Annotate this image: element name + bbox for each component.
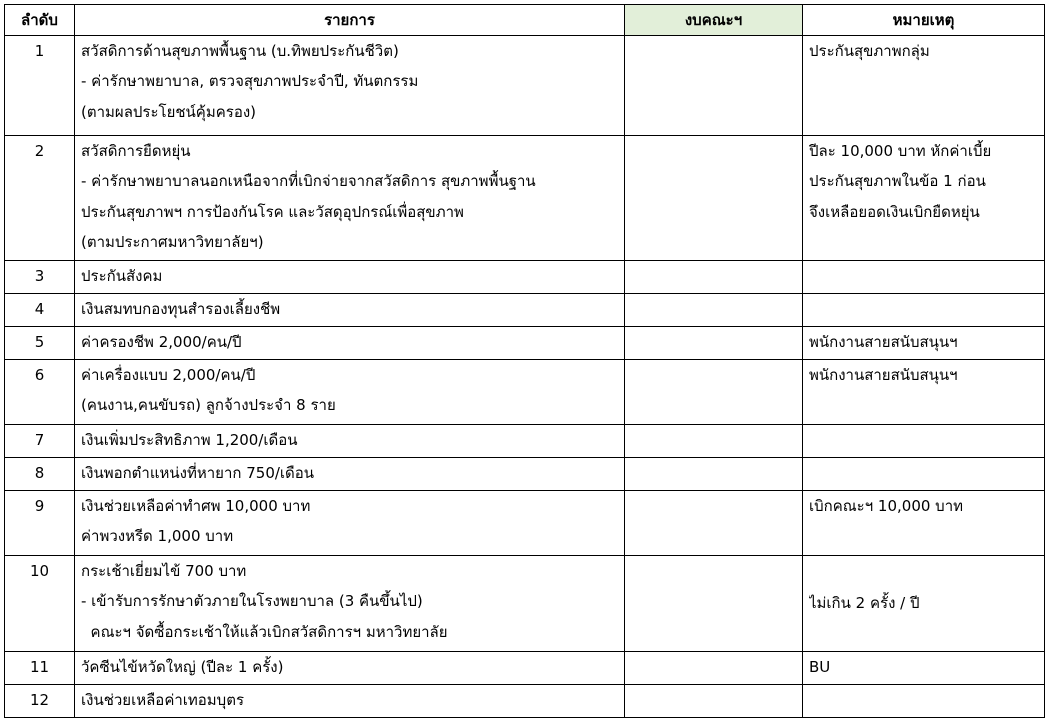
remark-line: เบิกคณะฯ 10,000 บาท bbox=[809, 497, 964, 515]
row-remark bbox=[803, 327, 1045, 360]
remark-line: พนักงานสายสนับสนุนฯ bbox=[809, 333, 958, 351]
table-row bbox=[5, 458, 1045, 491]
row-number-text: 11 bbox=[29, 658, 50, 676]
row-number bbox=[5, 294, 75, 327]
row-number bbox=[5, 36, 75, 136]
budget-value bbox=[631, 136, 796, 166]
row-number bbox=[5, 425, 75, 458]
row-item bbox=[75, 556, 625, 652]
row-budget bbox=[625, 261, 803, 294]
item-line: วัคซีนไข้หวัดใหญ่ (ปีละ 1 ครั้ง) bbox=[81, 658, 284, 676]
item-line: เงินพอกตำแหน่งที่หายาก 750/เดือน bbox=[81, 464, 315, 482]
item-line: ประกันสังคม bbox=[81, 267, 163, 285]
remark-line: ปีละ 10,000 บาท หักค่าเบี้ย bbox=[809, 142, 992, 160]
table-row bbox=[5, 261, 1045, 294]
row-number-text: 2 bbox=[34, 142, 45, 160]
item-line: - ค่ารักษาพยาบาล, ตรวจสุขภาพประจำปี, ทันตกรรม bbox=[81, 72, 419, 91]
row-remark bbox=[803, 360, 1045, 425]
row-number-text: 4 bbox=[34, 300, 45, 318]
item-line: กระเช้าเยี่ยมไข้ 700 บาท bbox=[81, 562, 247, 580]
table-body bbox=[5, 36, 1045, 718]
item-line: เงินเพิ่มประสิทธิภาพ 1,200/เดือน bbox=[81, 431, 298, 449]
budget-value bbox=[631, 327, 796, 357]
item-line: - ค่ารักษาพยาบาลนอกเหนือจากที่เบิกจ่ายจากสวัสดิการ สุขภาพพื้นฐาน bbox=[81, 172, 536, 191]
row-remark bbox=[803, 458, 1045, 491]
remark-line: ประกันสุขภาพกลุ่ม bbox=[809, 42, 930, 60]
row-budget bbox=[625, 556, 803, 652]
row-item bbox=[75, 425, 625, 458]
budget-value bbox=[631, 261, 796, 291]
row-budget bbox=[625, 327, 803, 360]
row-item bbox=[75, 294, 625, 327]
row-number bbox=[5, 458, 75, 491]
row-number bbox=[5, 652, 75, 685]
table-row bbox=[5, 685, 1045, 718]
row-item bbox=[75, 491, 625, 556]
item-line: (ตามประกาศมหาวิทยาลัยฯ) bbox=[81, 232, 264, 251]
row-budget bbox=[625, 36, 803, 136]
budget-value bbox=[631, 556, 796, 586]
table-row bbox=[5, 360, 1045, 425]
header-item: รายการ bbox=[75, 5, 625, 36]
row-item bbox=[75, 327, 625, 360]
remark-line: จึงเหลือยอดเงินเบิกยืดหยุ่น bbox=[809, 202, 980, 221]
row-number-text: 12 bbox=[29, 691, 50, 709]
table-row bbox=[5, 136, 1045, 261]
row-remark bbox=[803, 136, 1045, 261]
remark-line: ไม่เกิน 2 ครั้ง / ปี bbox=[809, 594, 920, 613]
row-number bbox=[5, 360, 75, 425]
header-no: ลำดับ bbox=[5, 5, 75, 36]
row-number-text: 8 bbox=[34, 464, 45, 482]
table-row bbox=[5, 652, 1045, 685]
budget-value bbox=[631, 294, 796, 324]
row-budget bbox=[625, 425, 803, 458]
row-remark bbox=[803, 491, 1045, 556]
table-row bbox=[5, 491, 1045, 556]
row-item bbox=[75, 136, 625, 261]
row-budget bbox=[625, 294, 803, 327]
row-budget bbox=[625, 458, 803, 491]
item-line: ค่าเครื่องแบบ 2,000/คน/ปี bbox=[81, 366, 256, 384]
row-item bbox=[75, 652, 625, 685]
table-row bbox=[5, 425, 1045, 458]
item-line: สวัสดิการด้านสุขภาพพื้นฐาน (บ.ทิพยประกันชีวิต) bbox=[81, 42, 399, 60]
item-line: สวัสดิการยืดหยุ่น bbox=[81, 142, 191, 160]
row-item bbox=[75, 36, 625, 136]
remark-line: พนักงานสายสนับสนุนฯ bbox=[809, 366, 958, 384]
item-line: - เข้ารับการรักษาตัวภายในโรงพยาบาล (3 คืนขึ้นไป) bbox=[81, 592, 423, 611]
row-number-text: 6 bbox=[34, 366, 45, 384]
row-budget bbox=[625, 491, 803, 556]
item-line: ค่าพวงหรีด 1,000 บาท bbox=[81, 527, 234, 546]
item-line: ประกันสุขภาพฯ การป้องกันโรค และวัสดุอุปกรณ์เพื่อสุขภาพ bbox=[81, 202, 464, 221]
row-number bbox=[5, 136, 75, 261]
header-row bbox=[5, 5, 1045, 36]
table-row bbox=[5, 556, 1045, 652]
item-line: คณะฯ จัดซื้อกระเช้าให้แล้วเบิกสวัสดิการฯ มหาวิทยาลัย bbox=[81, 622, 448, 641]
row-number-text: 3 bbox=[34, 267, 45, 285]
remark-line: ประกันสุขภาพในข้อ 1 ก่อน bbox=[809, 172, 986, 191]
budget-value bbox=[631, 491, 796, 521]
budget-value bbox=[631, 458, 796, 488]
budget-value bbox=[631, 425, 796, 455]
row-number-text: 1 bbox=[34, 42, 45, 60]
row-remark bbox=[803, 685, 1045, 718]
row-budget bbox=[625, 136, 803, 261]
row-budget bbox=[625, 685, 803, 718]
budget-value bbox=[631, 360, 796, 390]
row-remark bbox=[803, 425, 1045, 458]
row-remark bbox=[803, 294, 1045, 327]
row-number-text: 9 bbox=[34, 497, 45, 515]
row-number bbox=[5, 491, 75, 556]
remark-line: BU bbox=[809, 658, 831, 676]
row-number-text: 5 bbox=[34, 333, 45, 351]
row-budget bbox=[625, 652, 803, 685]
row-number bbox=[5, 261, 75, 294]
row-budget bbox=[625, 360, 803, 425]
row-number bbox=[5, 556, 75, 652]
table-row bbox=[5, 36, 1045, 136]
table-row bbox=[5, 294, 1045, 327]
item-line: เงินช่วยเหลือค่าทำศพ 10,000 บาท bbox=[81, 497, 311, 515]
item-line: (คนงาน,คนขับรถ) ลูกจ้างประจำ 8 ราย bbox=[81, 396, 336, 415]
item-line: เงินสมทบกองทุนสำรองเลี้ยงชีพ bbox=[81, 300, 281, 318]
budget-value bbox=[631, 36, 796, 66]
row-item bbox=[75, 458, 625, 491]
row-remark bbox=[803, 556, 1045, 652]
table-row bbox=[5, 327, 1045, 360]
item-line: ค่าครองชีพ 2,000/คน/ปี bbox=[81, 333, 242, 351]
row-remark bbox=[803, 652, 1045, 685]
welfare-table bbox=[4, 4, 1045, 718]
budget-value bbox=[631, 685, 796, 715]
row-number-text: 7 bbox=[34, 431, 45, 449]
row-item bbox=[75, 685, 625, 718]
row-item bbox=[75, 360, 625, 425]
row-remark bbox=[803, 261, 1045, 294]
row-number bbox=[5, 327, 75, 360]
item-line: เงินช่วยเหลือค่าเทอมบุตร bbox=[81, 691, 245, 709]
row-number-text: 10 bbox=[29, 562, 50, 580]
header-budget: งบคณะฯ bbox=[625, 5, 803, 36]
item-line: (ตามผลประโยชน์คุ้มครอง) bbox=[81, 102, 256, 121]
header-remark: หมายเหตุ bbox=[803, 5, 1045, 36]
budget-value bbox=[631, 652, 796, 682]
row-number bbox=[5, 685, 75, 718]
row-remark bbox=[803, 36, 1045, 136]
row-item bbox=[75, 261, 625, 294]
